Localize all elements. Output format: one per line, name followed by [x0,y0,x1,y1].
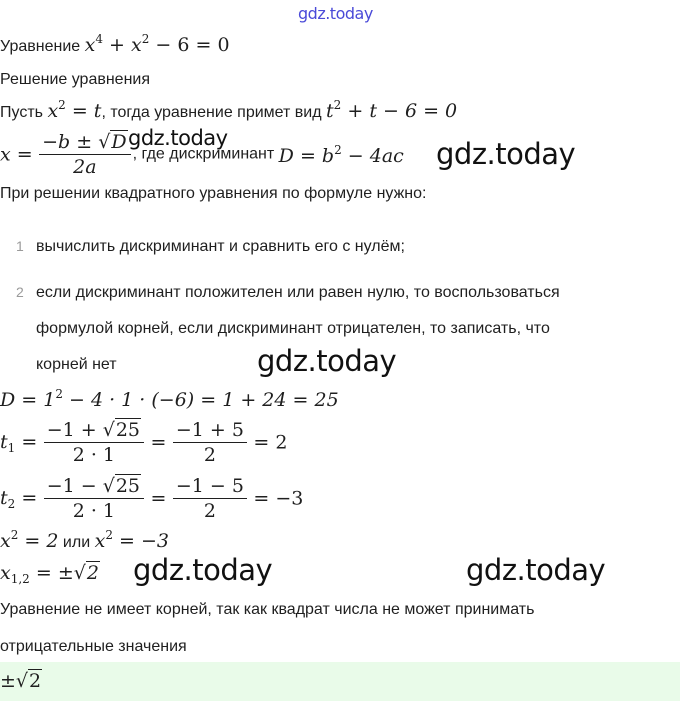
back-substitution: $x^2 = 2$ или $x^2 = -3$ [0,528,169,552]
t1-calc: $t_1$ = $\frac{-1 + √25}{2 \cdot 1}$ = $\frac{-1 + 5}{2}$ = 2 [0,419,288,466]
list-item: 1 вычислить дискриминант и сравнить его с нулём; [16,238,405,255]
conclusion-line-1: Уравнение не имеет корней, так как квадрат числа не может принимать [0,601,535,618]
list-item-continuation: формулой корней, если дискриминант отрицателен, то записать, что [36,320,550,337]
answer-value: ±√2 [0,670,42,692]
list-item-continuation: корней нет [36,356,117,373]
list-item: 2 если дискриминант положителен или равен нулю, то воспользоваться [16,284,560,301]
watermark-formula-left: gdz.today [128,126,228,150]
watermark-roots-right: gdz.today [466,553,606,587]
substitution-line: Пусть $x^2 = t$, тогда уравнение примет вид $t^2 + t - 6 = 0$ [0,98,458,122]
roots-line: $x_{1,2} = \pm√2$ [0,562,99,586]
watermark-middle: gdz.today [257,344,397,378]
watermark-top: gdz.today [298,4,373,23]
watermark-formula-right: gdz.today [436,137,576,171]
quadratic-formula-fraction: $\frac{-b \pm √D}{2a}$ [39,130,130,179]
discriminant-calc: $D = 1^2 - 4 \cdot 1 \cdot (-6) = 1 + 24 = 25$ [0,387,339,411]
formula-intro: При решении квадратного уравнения по формуле нужно: [0,185,427,202]
equation-formula: $x^4 + x^2 - 6 = 0$ [84,32,230,56]
equation-line [0,32,230,56]
answer-box [0,662,680,701]
conclusion-line-2: отрицательные значения [0,638,187,655]
quadratic-formula-line: x = $\frac{-b \pm √D}{2a}$ , где дискриминант $D = b^2 - 4ac$ [0,131,404,178]
solution-heading: Решение уравнения [0,71,151,88]
equation-label: Уравнение [0,38,81,55]
watermark-roots-left: gdz.today [133,553,273,587]
t2-calc: $t_2$ = $\frac{-1 - √25}{2 \cdot 1}$ = $\frac{-1 - 5}{2}$ = −3 [0,475,304,522]
